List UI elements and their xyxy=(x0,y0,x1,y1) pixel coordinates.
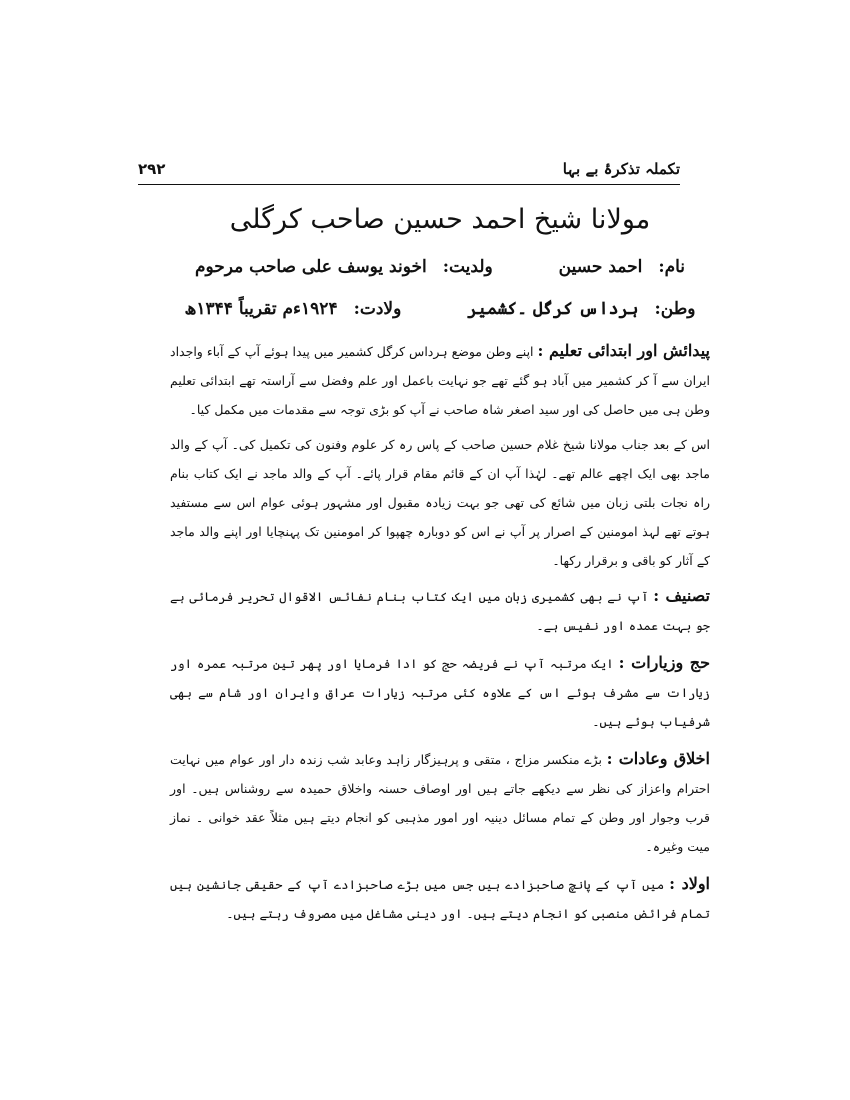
parent-label: ولدیت: xyxy=(442,257,493,277)
writing-section-text: آپ نے بھی کشمیری زبان میں ایک کتاب بنام نفائس الاقوال تحریر فرمائی ہے جو بہت عمدہ اور نفیس ہے۔ xyxy=(170,589,710,633)
homeland-label: وطن: xyxy=(654,299,696,319)
page-title: مولانا شیخ احمد حسین صاحب کرگلی xyxy=(229,204,651,235)
birth-section-text: اپنے وطن موضع ہرداس کرگل کشمیر میں پیدا ہوئے آپ کے آباء واجداد ایران سے آ کر کشمیر میں آباد ہو گئے تھے جو نہایت باعمل اور علم وفضل سے آراستہ تھے ابتدائی تعلیم وطن ہی میں حاصل کی اور سید اصغر شاہ صاحب نے آپ کو بڑی توجہ سے مقدمات میں مکمل کیا۔ xyxy=(170,344,710,417)
parent-value: اخوند یوسف علی صاحب مرحوم xyxy=(194,257,427,277)
name-line xyxy=(170,252,710,282)
homeland-value: ہرداس کرگل ۔کشمیر xyxy=(467,299,639,319)
page-number: ۲۹۲ xyxy=(138,160,166,178)
hajj-section-label: حج وزیارات : xyxy=(618,653,711,672)
character-section xyxy=(170,744,710,861)
book-title: تکملہ تذکرۂ بے بہا xyxy=(562,160,680,178)
children-section-label: اولاد : xyxy=(669,874,710,893)
further-study-paragraph xyxy=(170,430,710,575)
character-section-label: اخلاق وعادات : xyxy=(606,749,710,768)
homeland-line xyxy=(170,294,710,324)
further-study-text: اس کے بعد جناب مولانا شیخ غلام حسین صاحب کے پاس رہ کر علوم وفنون کی تکمیل کی۔ آپ کے والد ماجد بھی ایک اچھے عالم تھے۔ لہٰذا آپ ان کے قائم مقام قرار پائے۔ آپ کے والد ماجد نے ایک کتاب بنام راہ نجات بلتی زبان میں شائع کی تھی جو بہت زیادہ مقبول اور مشہور ہوئی عوام اس سے مستفید ہوتے تھے لہذ امومنین کے اصرار پر آپ نے اس کو دوبارہ چھپوا کر امومنین تک پہنچایا اور اپنے والد ماجد کے آثار کو باقی و برقرار رکھا۔ xyxy=(170,437,710,568)
children-section xyxy=(170,869,710,928)
birth-section xyxy=(170,336,710,424)
biography-content xyxy=(170,196,710,934)
writing-section-label: تصنیف : xyxy=(653,586,710,605)
hajj-section-text: ایک مرتبہ آپ نے فریضہ حج کو ادا فرمایا اور پھر تین مرتبہ عمرہ اور زیارات سے مشرف ہوئے اس کے علاوہ کئی مرتبہ زیارات عراق وایران اور شام سے بھی شرفیاب ہوئے ہیں۔ xyxy=(170,656,710,729)
hajj-section xyxy=(170,648,710,736)
name-value: احمد حسین xyxy=(558,257,643,277)
character-section-text: بڑے منکسر مزاج ، متقی و پرہیزگار زاہد وعابد شب زندہ دار اور عوام میں نہایت احترام واعزاز کی نظر سے دیکھے جاتے ہیں اور اوصاف حسنہ واخلاق حمیدہ سے روشناس ہیں۔ اور قرب وجوار اور وطن کے تمام مسائل دینیہ اور امور مذہبی کو انجام دیتے ہیں مثلاً عقد خوانی ۔ نماز میت وغیرہ۔ xyxy=(170,752,710,854)
running-header xyxy=(138,160,680,185)
children-section-text: میں آپ کے پانچ صاحبزادے ہیں جس میں بڑے صاحبزادے آپ کے حقیقی جانشین ہیں تمام فرائض منصبی کو انجام دیتے ہیں۔ اور دینی مشاغل میں مصروف رہتے ہیں۔ xyxy=(170,877,710,921)
birth-value: ۱۹۲۴ءم تقریباً ۱۳۴۴ھ xyxy=(184,299,338,319)
writing-section xyxy=(170,581,710,640)
name-label: نام: xyxy=(658,257,686,277)
birth-label: ولادت: xyxy=(353,299,402,319)
birth-section-label: پیدائش اور ابتدائی تعلیم : xyxy=(537,341,710,360)
